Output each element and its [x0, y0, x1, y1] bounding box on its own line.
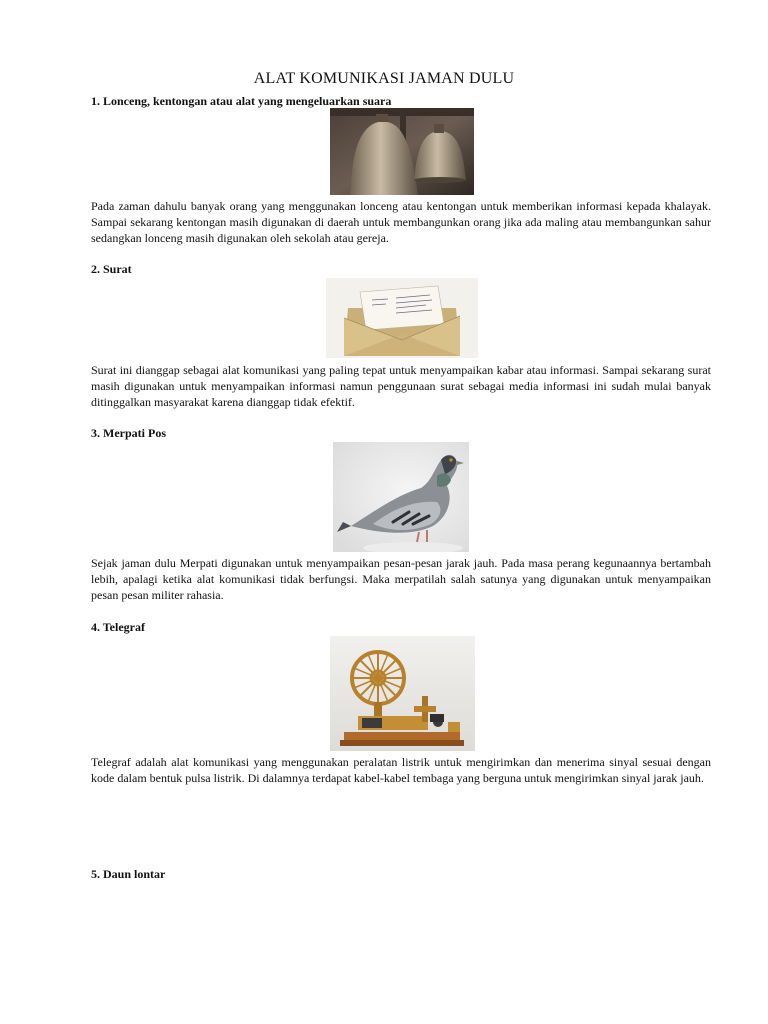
section-heading-telegraf: 4. Telegraf	[91, 620, 145, 634]
section-text-lonceng: Pada zaman dahulu banyak orang yang menggunakan lonceng atau kentongan untuk memberikan informasi kepada khalayak. Sampai sekarang kentongan masih digunakan di daerah untuk membangunkan orang jika ada maling atau membangunkan sahur sedangkan lonceng masih digunakan oleh sekolah atau gereja.	[91, 199, 711, 246]
section-heading-lonceng: 1. Lonceng, kentongan atau alat yang mengeluarkan suara	[91, 94, 392, 108]
document-title: ALAT KOMUNIKASI JAMAN DULU	[253, 70, 515, 87]
pigeon-photo	[333, 442, 469, 552]
section-heading-surat: 2. Surat	[91, 262, 132, 276]
section-text-merpati: Sejak jaman dulu Merpati digunakan untuk menyampaikan pesan-pesan jarak jauh. Pada masa perang kegunaannya bertambah lebih, apalagi ketika alat komunikasi tidak berfungsi. Maka merpatilah salah satunya yang digunakan untuk menyampaikan pesan pesan militer rahasia.	[91, 556, 711, 603]
section-heading-daun-lontar: 5. Daun lontar	[91, 867, 166, 881]
bells-photo	[330, 108, 474, 195]
section-heading-merpati: 3. Merpati Pos	[91, 426, 166, 440]
section-text-surat: Surat ini dianggap sebagai alat komunikasi yang paling tepat untuk menyampaikan kabar atau informasi. Sampai sekarang surat masih digunakan untuk menyampaikan informasi namun penggunaan surat sebagai media informasi ini sudah mulai banyak ditinggalkan masyarakat karena dianggap tidak efektif.	[91, 363, 711, 410]
telegraph-photo	[330, 636, 475, 751]
section-text-telegraf: Telegraf adalah alat komunikasi yang menggunakan peralatan listrik untuk mengirimkan dan menerima sinyal sesuai dengan kode dalam bentuk pulsa listrik. Di dalamnya terdapat kabel-kabel tembaga yang berguna untuk mengirimkan sinyal jarak jauh.	[91, 755, 711, 786]
envelope-letter-photo	[326, 278, 478, 358]
